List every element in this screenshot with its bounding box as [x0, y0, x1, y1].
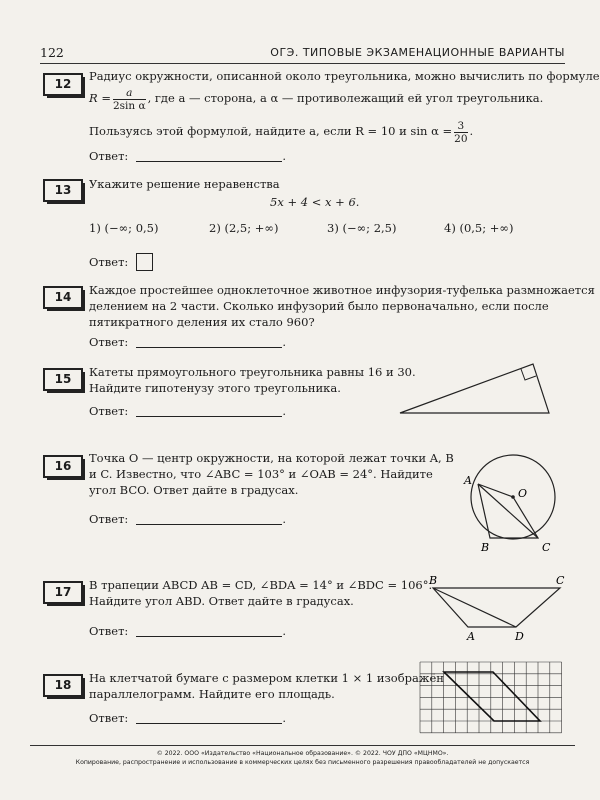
task-17-line2: Найдите угол ABD. Ответ дайте в градусах.: [89, 594, 354, 608]
task-15-line1: Катеты прямоугольного треугольника равны 16 и 30.: [89, 365, 416, 379]
answer-label: Ответ:: [89, 255, 129, 269]
frac-numerator: a: [126, 86, 133, 99]
task-12-line3-start: Пользуясь этой формулой, найдите a, если R = 10 и sin α =: [89, 124, 453, 138]
task-18-line1: На клетчатой бумаге с размером клетки 1 × 1 изображён: [89, 671, 444, 685]
task-15-line2: Найдите гипотенузу этого треугольника.: [89, 381, 341, 395]
answer-label: Ответ:: [89, 404, 129, 418]
task-13-option-1[interactable]: 1) (−∞; 0,5): [89, 221, 159, 235]
label-B: B: [481, 541, 490, 554]
task-14-answer[interactable]: Ответ: .: [89, 335, 286, 349]
task-15-answer[interactable]: Ответ: .: [89, 404, 286, 418]
task-16-line1: Точка O — центр окружности, на которой лежат точки A, B: [89, 451, 454, 465]
task-13-option-3[interactable]: 3) (−∞; 2,5): [327, 221, 397, 235]
task-12-line3-end: .: [469, 124, 474, 138]
label-D: D: [515, 630, 524, 643]
task-17-answer[interactable]: Ответ: .: [89, 624, 286, 638]
task-12-answer[interactable]: Ответ: .: [89, 149, 286, 163]
task-13-number: 13: [43, 179, 83, 202]
task-14-line1: Каждое простейшее одноклеточное животное инфузория-туфелька размножается: [89, 283, 595, 297]
task-18-line2: параллелограмм. Найдите его площадь.: [89, 687, 335, 701]
answer-label: Ответ:: [89, 624, 129, 638]
label-C: C: [556, 574, 565, 587]
label-B: B: [429, 574, 438, 587]
task-14-number: 14: [43, 286, 83, 309]
frac2-denominator: 20: [454, 132, 468, 145]
task-17-number: 17: [43, 581, 83, 604]
task-16-line3: угол BCO. Ответ дайте в градусах.: [89, 483, 299, 497]
task-16-number: 16: [43, 455, 83, 478]
task-13-option-4[interactable]: 4) (0,5; +∞): [444, 221, 514, 235]
task-18-number: 18: [43, 674, 83, 697]
label-A: A: [467, 630, 475, 643]
task-12-line1: Радиус окружности, описанной около треугольника, можно вычислить по формуле: [89, 69, 600, 83]
answer-label: Ответ:: [89, 149, 129, 163]
frac2-numerator: 3: [454, 120, 467, 133]
task-15-number: 15: [43, 368, 83, 391]
frac-denominator: 2sin α: [112, 99, 146, 112]
task-18-answer[interactable]: Ответ: .: [89, 711, 286, 725]
task-12-number: 12: [43, 73, 83, 96]
task-13-line1: Укажите решение неравенства: [89, 177, 280, 191]
task-13-inequality: 5x + 4 < x + 6.: [270, 195, 360, 209]
answer-label: Ответ:: [89, 711, 129, 725]
task-17-line1: В трапеции ABCD AB = CD, ∠BDA = 14° и ∠BDC = 106°.: [89, 578, 433, 592]
footer-notice: Копирование, распространение и использование в коммерческих целях без письменного разрешения правообладателей не допускается: [75, 759, 530, 766]
label-A: A: [464, 474, 472, 487]
task-12-line2-rest: , где a — сторона, а α — противолежащий ей угол треугольника.: [147, 91, 544, 105]
task-16-line2: и C. Известно, что ∠ABC = 103° и ∠OAB = 24°. Найдите: [89, 467, 433, 481]
label-C: C: [542, 541, 551, 554]
answer-label: Ответ:: [89, 335, 129, 349]
task-14-line2: делением на 2 части. Сколько инфузорий было первоначально, если после: [89, 299, 549, 313]
label-O: O: [518, 487, 528, 500]
page-footer: [30, 745, 575, 767]
task-14-line3: пятикратного деления их стало 960?: [89, 315, 315, 329]
formula-r: R =: [89, 91, 111, 105]
footer-copyright: © 2022. ООО «Издательство «Национальное образование». © 2022. ЧОУ ДПО «МЦНМО».: [156, 750, 449, 757]
answer-label: Ответ:: [89, 512, 129, 526]
running-title: ОГЭ. ТИПОВЫЕ ЭКЗАМЕНАЦИОННЫЕ ВАРИАНТЫ: [270, 46, 565, 59]
task-16-answer[interactable]: Ответ: .: [89, 512, 286, 526]
task-13-option-2[interactable]: 2) (2,5; +∞): [209, 221, 279, 235]
page-number: 122: [40, 45, 64, 60]
